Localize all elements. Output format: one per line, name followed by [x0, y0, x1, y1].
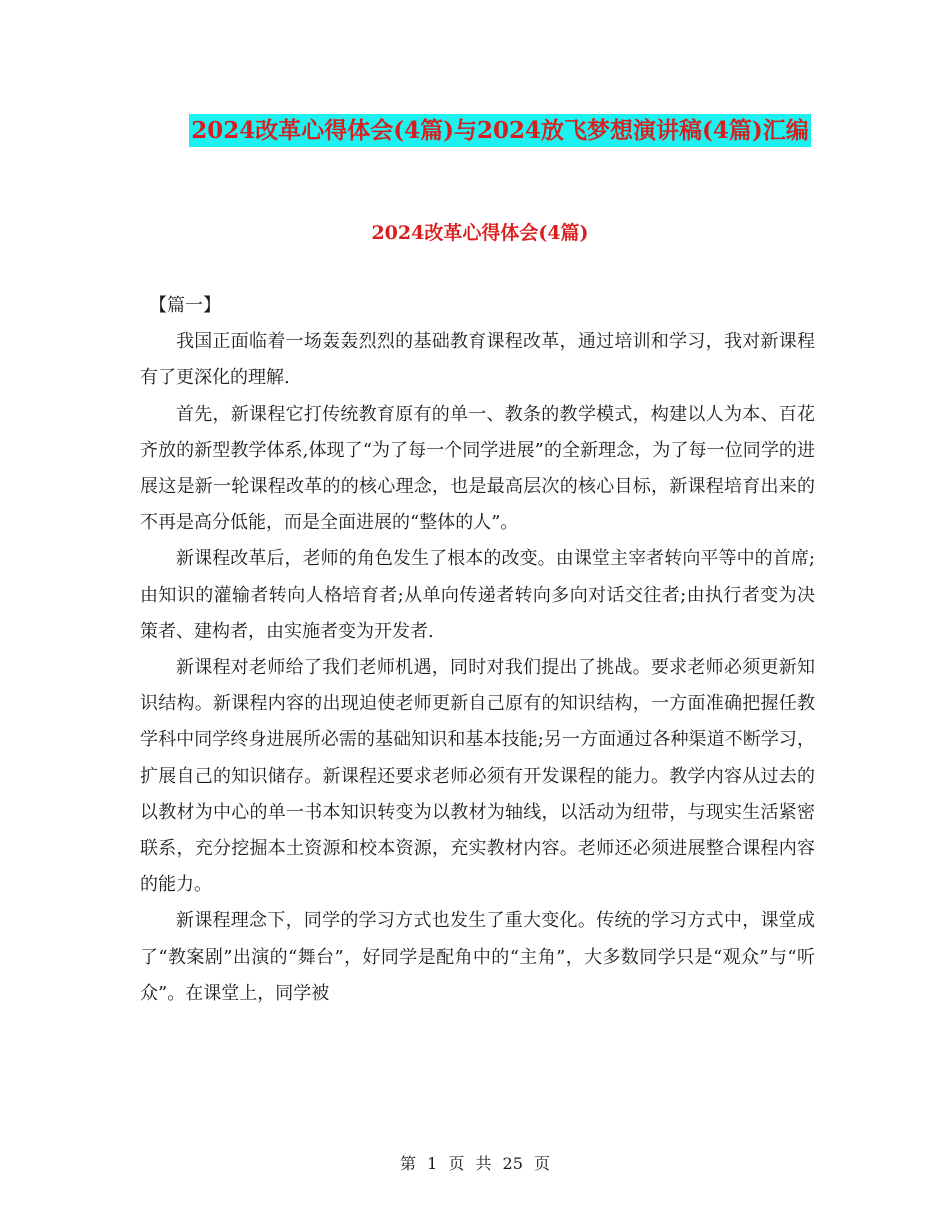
document-title: [140, 108, 860, 154]
section-title: 2024改革心得体会(4篇): [371, 222, 589, 244]
part-label: 【篇一】: [149, 295, 221, 316]
paragraph: 新课程理念下，同学的学习方式也发生了重大变化。传统的学习方式中，课堂成了“教案剧”出演的“舞台”，好同学是配角中的“主角”，大多数同学只是“观众”与“听众”。在课堂上，同学被: [140, 910, 815, 1004]
title-highlight: 2024改革心得体会(4篇)与2024放飞梦想演讲稿(4篇)汇编: [189, 114, 811, 147]
paragraph: 新课程改革后，老师的角色发生了根本的改变。由课堂主宰者转向平等中的首席;由知识的灌输者转向人格培育者;从单向传递者转向多向对话交往者;由执行者变为决策者、建构者，由实施者变为开发者.: [140, 548, 815, 642]
document-body: [140, 288, 815, 1012]
page-number-footer: 第 1 页 共 25 页: [400, 1154, 550, 1173]
paragraph: 我国正面临着一场轰轰烈烈的基础教育课程改革，通过培训和学习，我对新课程有了更深化的理解.: [140, 331, 815, 389]
paragraph: 首先，新课程它打传统教育原有的单一、教条的教学模式，构建以人为本、百花齐放的新型教学体系,体现了“为了每一个同学进展”的全新理念，为了每一位同学的进展这是新一轮课程改革的的核心理念，也是最高层次的核心目标，新课程培育出来的不再是高分低能，而是全面进展的“整体的人”。: [140, 403, 815, 534]
paragraph: 新课程对老师给了我们老师机遇，同时对我们提出了挑战。要求老师必须更新知识结构。新课程内容的出现迫使老师更新自己原有的知识结构，一方面准确把握任教学科中同学终身进展所必需的基础知识和基本技能;另一方面通过各种渠道不断学习，扩展自己的知识储存。新课程还要求老师必须有开发课程的能力。教学内容从过去的以教材为中心的单一书本知识转变为以教材为轴线，以活动为纽带，与现实生活紧密联系，充分挖掘本土资源和校本资源，充实教材内容。老师还必须进展整合课程内容的能力。: [140, 657, 815, 896]
